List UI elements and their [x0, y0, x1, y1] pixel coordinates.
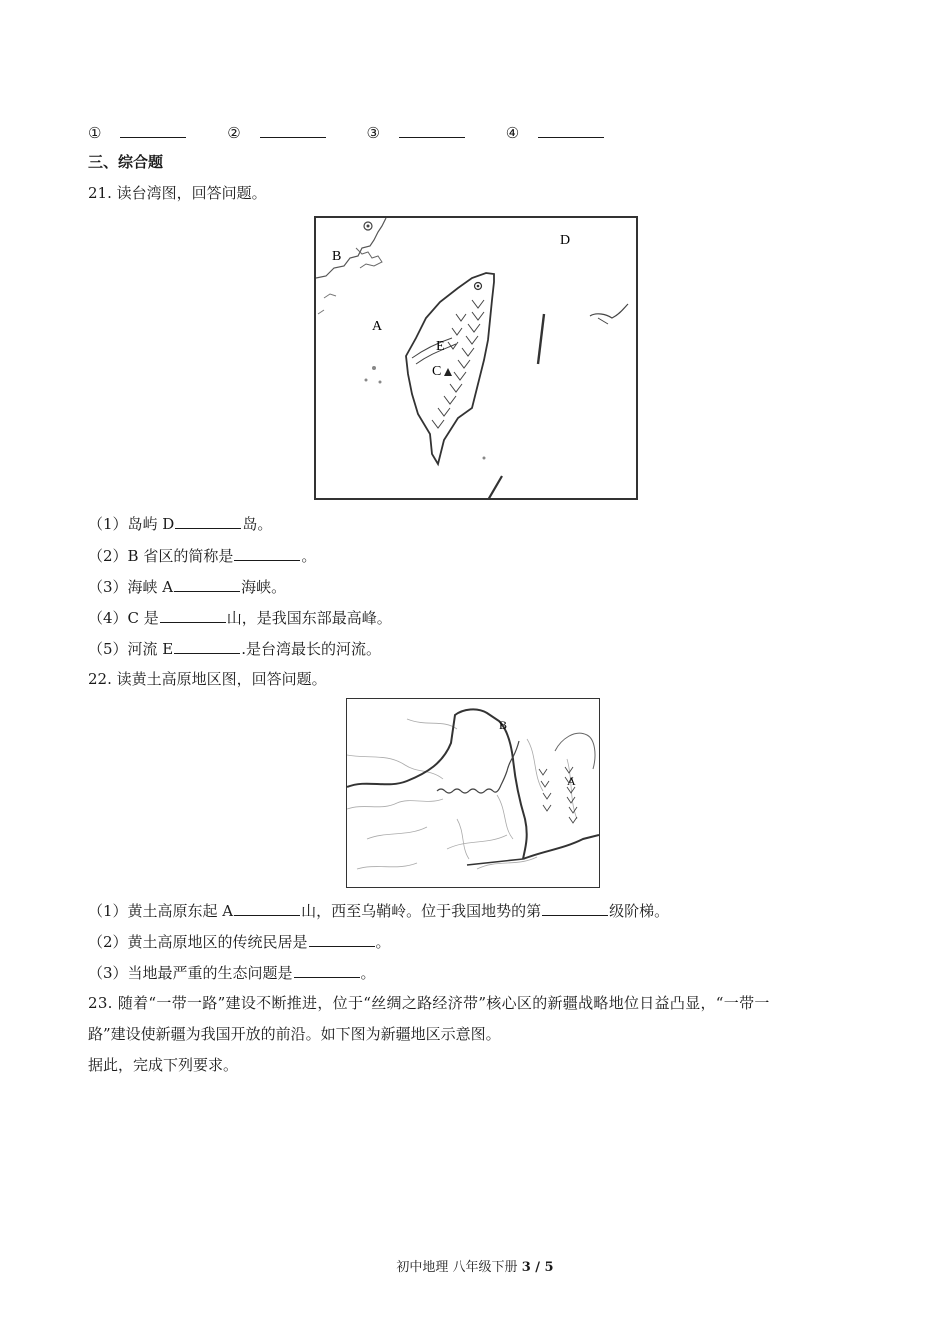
- section-title: 三、综合题: [88, 153, 164, 171]
- footer-page-number: 3 / 5: [521, 1260, 554, 1275]
- q22-item-3: [88, 962, 376, 983]
- q21-item-1: [88, 513, 272, 534]
- map22-label-b: B: [499, 718, 508, 732]
- taiwan-map: [314, 216, 638, 500]
- footer-course: 初中地理 八年级下册: [396, 1260, 522, 1275]
- q21-item-4: [88, 607, 392, 628]
- taiwan-map-drawing: [316, 218, 636, 498]
- q23-line-1: 23. 随着“一带一路”建设不断推进，位于“丝绸之路经济带”核心区的新疆战略地位日益凸显，“一带一: [88, 994, 770, 1012]
- blank-1-label: ①: [88, 124, 102, 142]
- blank-2-label: ②: [227, 124, 241, 142]
- q21-item-4-post: 山，是我国东部最高峰。: [226, 609, 392, 627]
- blank-3: [366, 124, 482, 142]
- q22-item-2-pre: （2）黄土高原地区的传统民居是: [88, 933, 308, 951]
- blank-4-label: ④: [505, 124, 520, 142]
- q23-line-3: 据此，完成下列要求。: [88, 1056, 239, 1074]
- q22-item-1: [88, 900, 669, 921]
- q21-item-3-post: 海峡。: [241, 578, 287, 596]
- q22-item-1-pre: （1）黄土高原东起 A: [88, 902, 234, 920]
- q21-item-4-pre: （4）C 是: [88, 609, 159, 627]
- q21-item-5: [88, 638, 381, 659]
- map22-label-a: A: [567, 774, 576, 788]
- q21-item-3-pre: （3）海峡 A: [88, 578, 174, 596]
- blank-3-label: ③: [366, 124, 380, 142]
- q22-item-2: [88, 931, 391, 952]
- q22-item-2-post: 。: [375, 933, 391, 951]
- q21-item-1-post: 岛。: [242, 515, 273, 533]
- blank-row: [88, 122, 640, 143]
- map21-label-e: E: [436, 339, 445, 354]
- map21-label-a: A: [372, 319, 383, 334]
- q21-item-2-pre: （2）B 省区的简称是: [88, 547, 234, 565]
- q21-item-5-post: .是台湾最长的河流。: [241, 640, 382, 658]
- page-footer: [0, 1256, 950, 1275]
- blank-1: [88, 124, 204, 142]
- map21-label-b: B: [332, 249, 342, 264]
- q22-item-3-post: 。: [360, 964, 376, 982]
- map21-label-c: C: [432, 364, 442, 379]
- q21-item-5-pre: （5）河流 E: [88, 640, 174, 658]
- q21-item-2: [88, 545, 316, 566]
- q22-item-1-post: 级阶梯。: [609, 902, 670, 920]
- loess-plateau-map: [346, 698, 600, 888]
- q21-item-3: [88, 576, 286, 597]
- q23-line-2: 路”建设使新疆为我国开放的前沿。如下图为新疆地区示意图。: [88, 1025, 501, 1043]
- blank-2: [227, 124, 343, 142]
- q22-item-1-mid: 山，西至乌鞘岭。位于我国地势的第: [301, 902, 542, 920]
- q22-stem: 22. 读黄土高原地区图，回答问题。: [88, 670, 327, 688]
- map21-label-d: D: [560, 233, 571, 248]
- q21-item-2-post: 。: [301, 547, 317, 565]
- q22-item-3-pre: （3）当地最严重的生态问题是: [88, 964, 293, 982]
- loess-plateau-drawing: [347, 699, 599, 887]
- blank-4: [506, 124, 622, 142]
- q21-item-1-pre: （1）岛屿 D: [88, 515, 175, 533]
- q21-stem: 21. 读台湾图，回答问题。: [88, 184, 267, 202]
